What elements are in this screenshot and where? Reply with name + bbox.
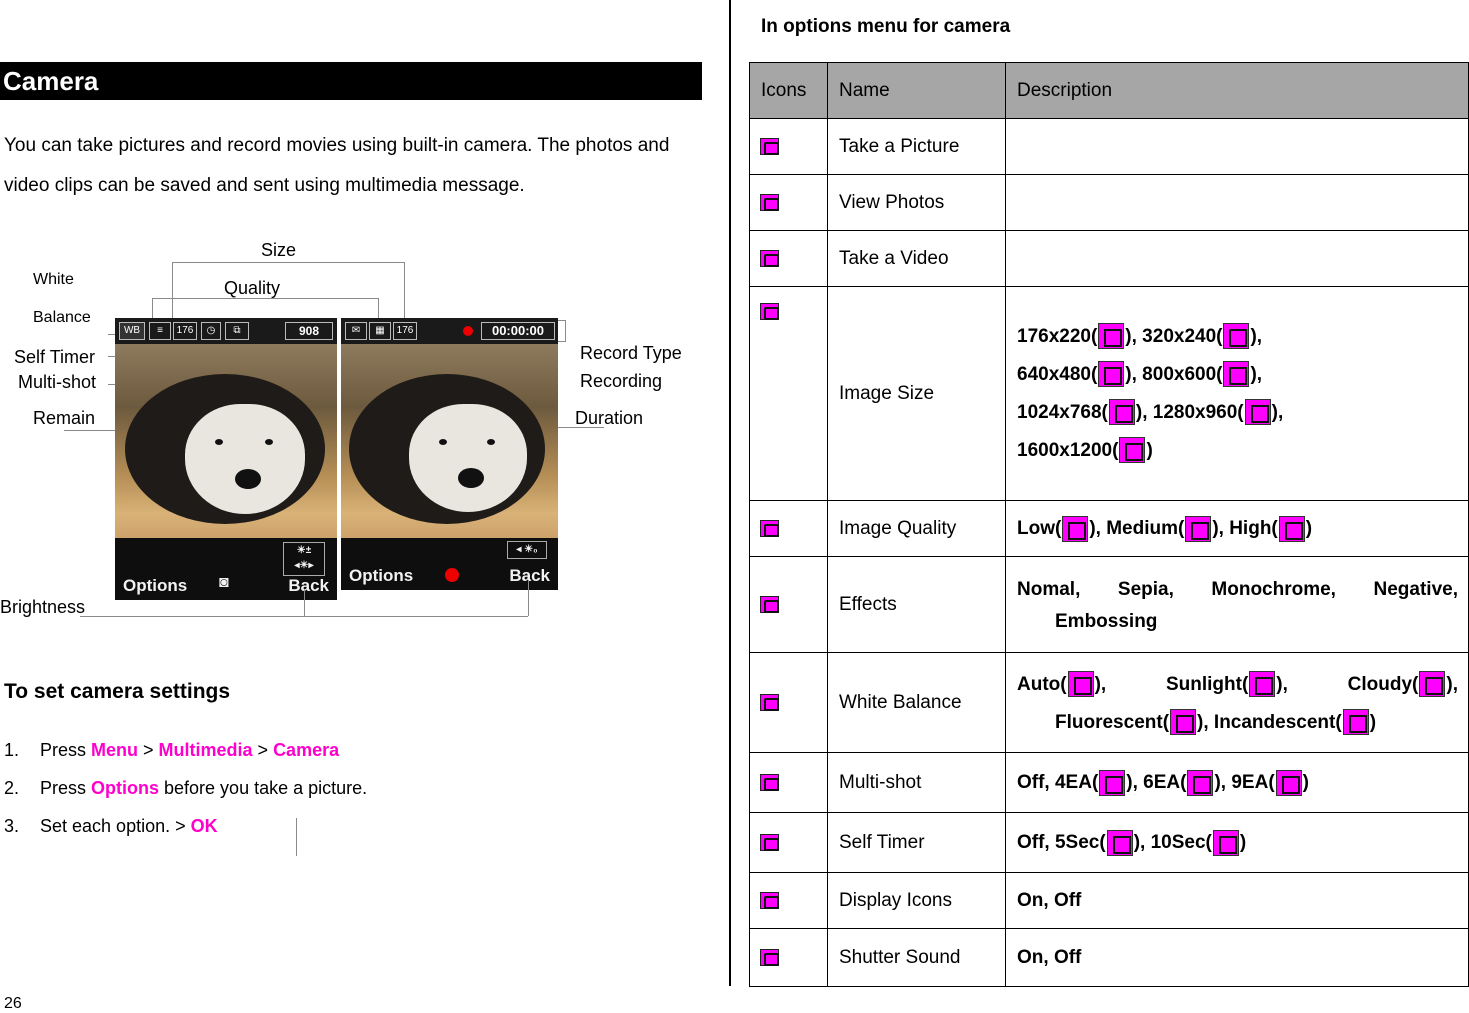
- table-header-row: [750, 63, 1469, 119]
- video-options-softkey[interactable]: Options: [349, 566, 414, 585]
- size-1024-icon: [1109, 399, 1135, 425]
- image-quality-icon: [760, 520, 779, 537]
- wb-incandescent-icon: [1343, 709, 1369, 735]
- image-size-icon: [760, 303, 779, 320]
- multi-shot-icon: [760, 774, 779, 791]
- row-desc: On, Off: [1006, 873, 1469, 929]
- multishot-9-icon: [1276, 770, 1302, 796]
- size-640-icon: [1098, 361, 1124, 387]
- row-desc: On, Off: [1006, 929, 1469, 987]
- multi-shot-icon: ⧉: [225, 322, 249, 340]
- row-name: Shutter Sound: [828, 929, 1006, 987]
- header-icons: Icons: [750, 63, 828, 119]
- table-row[interactable]: [750, 175, 1469, 231]
- wb-cloudy-icon: [1419, 671, 1445, 697]
- leader-brightness: [80, 616, 528, 617]
- step-1: 1. Press Menu > Multimedia > Camera: [4, 740, 340, 760]
- quality-high-icon: [1279, 516, 1305, 542]
- row-name: Display Icons: [828, 873, 1006, 929]
- wb-auto-icon: [1068, 671, 1094, 697]
- table-row[interactable]: [750, 873, 1469, 929]
- self-timer-icon: [760, 834, 779, 851]
- photos-icon: [760, 194, 779, 211]
- brightness-icon: ☀± ◂☀▸: [283, 542, 325, 576]
- camera-link[interactable]: Camera: [273, 740, 340, 760]
- table-row[interactable]: [750, 813, 1469, 873]
- table-row[interactable]: [750, 653, 1469, 753]
- menu-link[interactable]: Menu: [91, 740, 139, 760]
- step-3: 3. Set each option. > OK: [4, 816, 218, 836]
- video-brightness-icon: ◂ ☀₀: [507, 541, 547, 559]
- label-recording: Recording: [580, 371, 663, 391]
- camera-options-table: [749, 62, 1469, 987]
- size-1600-icon: [1119, 437, 1145, 463]
- table-row[interactable]: [750, 501, 1469, 557]
- video-screen: [341, 318, 558, 590]
- section-title: Camera: [0, 62, 702, 100]
- row-name: White Balance: [828, 653, 1006, 753]
- white-balance-icon: WB: [119, 322, 145, 340]
- row-desc: 176x220( ), 320x240( ), 640x480( ), 800x600( ), 1024x768( ), 1280x960( ), 1600x1200( ): [1006, 287, 1469, 501]
- multishot-6-icon: [1187, 770, 1213, 796]
- camera-icon: [760, 138, 779, 155]
- label-remain: Remain: [33, 408, 96, 428]
- settings-steps: [4, 736, 367, 850]
- leader-brightness-right-drop: [528, 580, 529, 616]
- options-link[interactable]: Options: [91, 778, 160, 798]
- recording-dot-icon: [463, 326, 473, 336]
- effects-icon: [760, 596, 779, 613]
- leader-brightness-left-drop: [304, 590, 305, 616]
- size-1280-icon: [1245, 399, 1271, 425]
- page-divider: [729, 0, 731, 986]
- size-800-icon: [1223, 361, 1249, 387]
- dog-photo: [115, 344, 337, 556]
- label-size: Size: [261, 240, 297, 260]
- row-name: View Photos: [828, 175, 1006, 231]
- size-176-icon: [1098, 323, 1124, 349]
- record-type-icon: ✉: [345, 322, 367, 340]
- row-desc: [1006, 119, 1469, 175]
- white-balance-icon: [760, 694, 779, 711]
- timer-10-icon: [1213, 830, 1239, 856]
- row-name: Take a Picture: [828, 119, 1006, 175]
- row-desc: Low( ), Medium( ), High( ): [1006, 501, 1469, 557]
- table-row[interactable]: [750, 231, 1469, 287]
- options-softkey[interactable]: Options: [123, 576, 188, 595]
- label-white: White: [33, 271, 74, 288]
- quality-medium-icon: [1185, 516, 1211, 542]
- page-number: 26: [4, 995, 22, 1012]
- shutter-sound-icon: [760, 949, 779, 966]
- header-description: Description: [1006, 63, 1469, 119]
- row-name: Multi-shot: [828, 753, 1006, 813]
- row-desc: Auto( ), Sunlight( ), Cloudy( ), Fluorescent( ), Incandescent( ): [1006, 653, 1469, 753]
- shutter-icon[interactable]: ◙: [219, 574, 229, 591]
- remain-counter: 908: [285, 322, 333, 340]
- dog-photo-video: [341, 344, 558, 556]
- camera-screen: [115, 318, 337, 600]
- duration-timer: 00:00:00: [481, 322, 555, 340]
- video-size-icon: 176: [393, 322, 417, 340]
- multishot-4-icon: [1099, 770, 1125, 796]
- ok-link[interactable]: OK: [190, 816, 218, 836]
- row-desc: [1006, 231, 1469, 287]
- table-row[interactable]: [750, 753, 1469, 813]
- label-quality: Quality: [224, 278, 281, 298]
- row-desc: [1006, 175, 1469, 231]
- label-record-type: Record Type: [580, 343, 682, 363]
- table-title: In options menu for camera: [761, 16, 1011, 37]
- timer-5-icon: [1107, 830, 1133, 856]
- record-button-icon[interactable]: [445, 568, 459, 582]
- size-320-icon: [1223, 323, 1249, 349]
- label-self-timer: Self Timer: [14, 347, 96, 367]
- step-2: 2. Press Options before you take a picture.: [4, 778, 368, 798]
- multimedia-link[interactable]: Multimedia: [158, 740, 253, 760]
- size-icon: 176: [173, 322, 197, 340]
- row-name: Self Timer: [828, 813, 1006, 873]
- row-desc: Off, 5Sec( ), 10Sec( ): [1006, 813, 1469, 873]
- table-row[interactable]: [750, 287, 1469, 501]
- label-brightness: Brightness: [0, 597, 86, 617]
- settings-heading: To set camera settings: [4, 680, 231, 703]
- video-icon: [760, 250, 779, 267]
- intro-paragraph: You can take pictures and record movies using built-in camera. The photos and video clips can be saved and sent using multimedia message.: [4, 135, 670, 196]
- wb-sunlight-icon: [1249, 671, 1275, 697]
- video-softkey-bar: [341, 538, 558, 590]
- table-row[interactable]: [750, 929, 1469, 987]
- row-desc: Nomal, Sepia, Monochrome, Negative, Embossing: [1006, 557, 1469, 653]
- leader-quality: [152, 298, 379, 318]
- label-multi-shot: Multi-shot: [18, 372, 97, 392]
- text-cursor-line: [296, 818, 297, 856]
- display-icons-icon: [760, 892, 779, 909]
- video-status-bar: [341, 318, 558, 344]
- wb-fluorescent-icon: [1170, 709, 1196, 735]
- table-row[interactable]: [750, 119, 1469, 175]
- row-name: Take a Video: [828, 231, 1006, 287]
- back-softkey[interactable]: Back: [288, 576, 329, 595]
- video-back-softkey[interactable]: Back: [509, 566, 550, 585]
- label-balance: Balance: [33, 309, 91, 326]
- quality-icon: ≡: [149, 322, 171, 340]
- quality-low-icon: [1062, 516, 1088, 542]
- label-duration: Duration: [575, 408, 644, 428]
- self-timer-icon: ◷: [201, 322, 221, 340]
- row-desc: Off, 4EA( ), 6EA( ), 9EA( ): [1006, 753, 1469, 813]
- table-row[interactable]: [750, 557, 1469, 653]
- header-name: Name: [828, 63, 1006, 119]
- camera-status-bar: [115, 318, 337, 344]
- row-name: Effects: [828, 557, 1006, 653]
- video-quality-icon: ▦: [369, 322, 391, 340]
- row-name: Image Quality: [828, 501, 1006, 557]
- row-name: Image Size: [828, 287, 1006, 501]
